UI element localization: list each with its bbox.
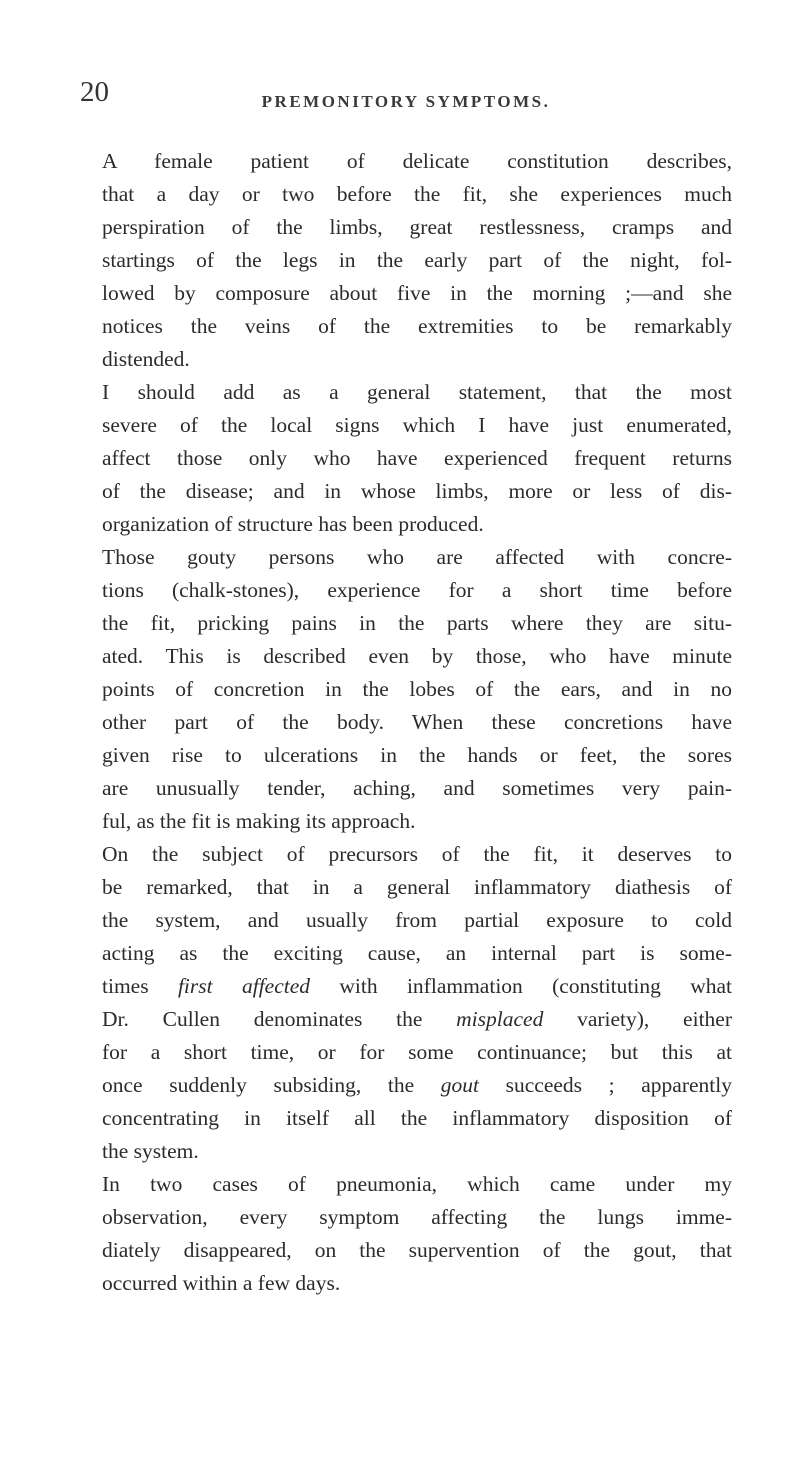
text-line: given rise to ulcerations in the hands or feet, the sores [102, 743, 732, 767]
text-run: variety), either [543, 1007, 732, 1031]
text-line: affect those only who have experienced frequent returns [102, 446, 732, 470]
body-text [80, 145, 732, 1300]
paragraph-2 [80, 376, 732, 541]
text-line: perspiration of the limbs, great restlessness, cramps and [102, 215, 732, 239]
text-line: ated. This is described even by those, who have minute [102, 644, 732, 668]
text-line: startings of the legs in the early part of the night, fol- [102, 248, 732, 272]
text-line [80, 970, 732, 1003]
text-line: the system, and usually from partial exposure to cold [102, 908, 732, 932]
text-line: I should add as a general statement, that the most [102, 380, 732, 404]
text-line: A female patient of delicate constitution describes, [102, 149, 732, 173]
paragraph-1 [80, 145, 732, 376]
text-line: the fit, pricking pains in the parts where they are situ- [102, 611, 732, 635]
text-line: ful, as the fit is making its approach. [102, 809, 416, 833]
running-title: PREMONITORY SYMPTOMS. [261, 92, 551, 111]
text-line: the system. [102, 1139, 199, 1163]
text-line: distended. [102, 347, 190, 371]
text-line: organization of structure has been produced. [102, 512, 484, 536]
text-run: with inflammation (constituting what [310, 974, 732, 998]
text-line: diately disappeared, on the supervention of the gout, that [102, 1238, 732, 1262]
page-number: 20 [80, 76, 109, 108]
italic-emphasis: gout [440, 1073, 480, 1097]
text-line: be remarked, that in a general inflammatory diathesis of [102, 875, 732, 899]
text-line: tions (chalk-stones), experience for a short time before [102, 578, 732, 602]
text-line: notices the veins of the extremities to be remarkably [102, 314, 732, 338]
text-line: lowed by composure about five in the morning ;—and she [102, 281, 732, 305]
text-line: severe of the local signs which I have just enumerated, [102, 413, 732, 437]
text-run: succeeds ; apparently [479, 1073, 732, 1097]
text-run: Dr. Cullen denominates the [102, 1007, 457, 1031]
text-line: are unusually tender, aching, and sometimes very pain- [102, 776, 732, 800]
paragraph-4 [80, 838, 732, 1168]
book-page [80, 70, 732, 1300]
text-line: observation, every symptom affecting the lungs imme- [102, 1205, 732, 1229]
text-line: Those gouty persons who are affected with concre- [102, 545, 732, 569]
text-line: of the disease; and in whose limbs, more or less of dis- [102, 479, 732, 503]
paragraph-3 [80, 541, 732, 838]
page-header [80, 70, 732, 110]
text-line: for a short time, or for some continuance; but this at [102, 1040, 732, 1064]
text-line: In two cases of pneumonia, which came under my [102, 1172, 732, 1196]
text-line [80, 1003, 732, 1036]
paragraph-5 [80, 1168, 732, 1300]
text-line [80, 1069, 732, 1102]
text-run: once suddenly subsiding, the [102, 1073, 441, 1097]
text-line: On the subject of precursors of the fit, it deserves to [102, 842, 732, 866]
text-line: acting as the exciting cause, an internal part is some- [102, 941, 732, 965]
text-line: occurred within a few days. [102, 1271, 341, 1295]
text-line: concentrating in itself all the inflammatory disposition of [102, 1106, 732, 1130]
text-line: other part of the body. When these concretions have [102, 710, 732, 734]
italic-emphasis: misplaced [456, 1007, 544, 1031]
italic-emphasis: first affected [177, 974, 311, 998]
text-line: that a day or two before the fit, she experiences much [102, 182, 732, 206]
text-line: points of concretion in the lobes of the ears, and in no [102, 677, 732, 701]
text-run: times [102, 974, 178, 998]
